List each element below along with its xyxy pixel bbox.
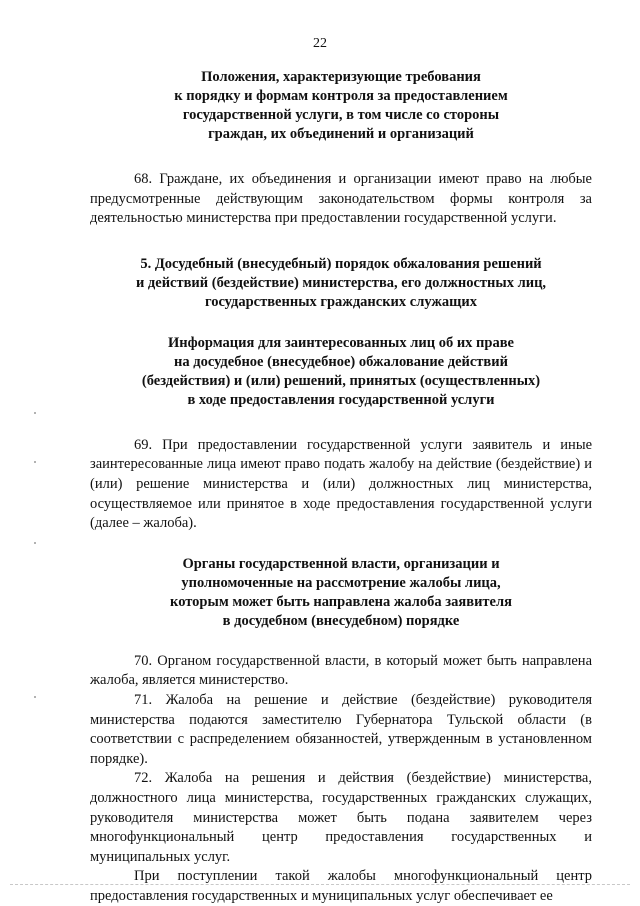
heading-line: 5. Досудебный (внесудебный) порядок обжалования решений: [140, 255, 542, 272]
heading-line: к порядку и формам контроля за предоставлением: [174, 88, 508, 104]
section-5-heading: [90, 255, 592, 312]
page-number: 22: [313, 36, 327, 51]
heading-line: в ходе предоставления государственной услуги: [187, 391, 495, 408]
scan-speck: [34, 696, 36, 698]
heading-line: на досудебное (внесудебное) обжалование действий: [174, 353, 508, 370]
paragraph-71: 71. Жалоба на решение и действие (бездействие) руководителя министерства подаются заместителю Губернатора Тульской области (в соответствии с распределением обязанностей, утвержденным в установленном порядке).: [90, 691, 592, 767]
scan-footer-artifact: [10, 884, 630, 886]
heading-line: которым может быть направлена жалоба заявителя: [170, 593, 512, 610]
heading-line: граждан, их объединений и организаций: [208, 126, 474, 142]
heading-line: в досудебном (внесудебном) порядке: [222, 612, 460, 629]
paragraph-69: 69. При предоставлении государственной услуги заявитель и иные заинтересованные лица имеют право подать жалобу на действие (бездействие) и (или) решение министерства и (или) должностных лиц министерства, осуществляемое или принятое в ходе предоставления государственной услуги (далее – жалоба).: [90, 436, 592, 532]
paragraph-68: 68. Граждане, их объединения и организации имеют право на любые предусмотренные действующим законодательством формы контроля за деятельностью министерства при предоставлении государственной услуги.: [90, 171, 592, 227]
page-content: [90, 68, 592, 906]
scan-speck: [34, 412, 36, 414]
heading-authorities: [90, 555, 592, 631]
heading-line: (бездействия) и (или) решений, принятых (осуществленных): [141, 372, 541, 389]
paragraph-continuation: При поступлении такой жалобы многофункциональный центр предоставления государственных и муниципальных услуг обеспечивает ее: [90, 868, 592, 904]
heading-control-requirements: [90, 68, 592, 144]
heading-appeal-info: [90, 334, 592, 410]
heading-line: Информация для заинтересованных лиц об их праве: [168, 334, 514, 351]
heading-line: государственной услуги, в том числе со стороны: [182, 107, 500, 123]
paragraph-72: 72. Жалоба на решения и действия (бездействие) министерства, должностного лица министерства, государственных гражданских служащих, руководителя министерства может быть подана заявителем через многофункциональный центр предоставления государственных и муниципальных услуг.: [90, 770, 592, 865]
heading-line: уполномоченные на рассмотрение жалобы лица,: [181, 574, 501, 591]
heading-line: и действий (бездействие) министерства, его должностных лиц,: [135, 274, 547, 291]
paragraph-70: 70. Органом государственной власти, в который может быть направлена жалоба, является министерство.: [90, 652, 592, 689]
heading-line: Положения, характеризующие требования: [201, 69, 481, 85]
heading-line: Органы государственной власти, организации и: [182, 555, 500, 572]
scan-speck: [34, 542, 36, 544]
heading-line: государственных гражданских служащих: [204, 293, 478, 310]
scan-speck: [34, 461, 36, 463]
